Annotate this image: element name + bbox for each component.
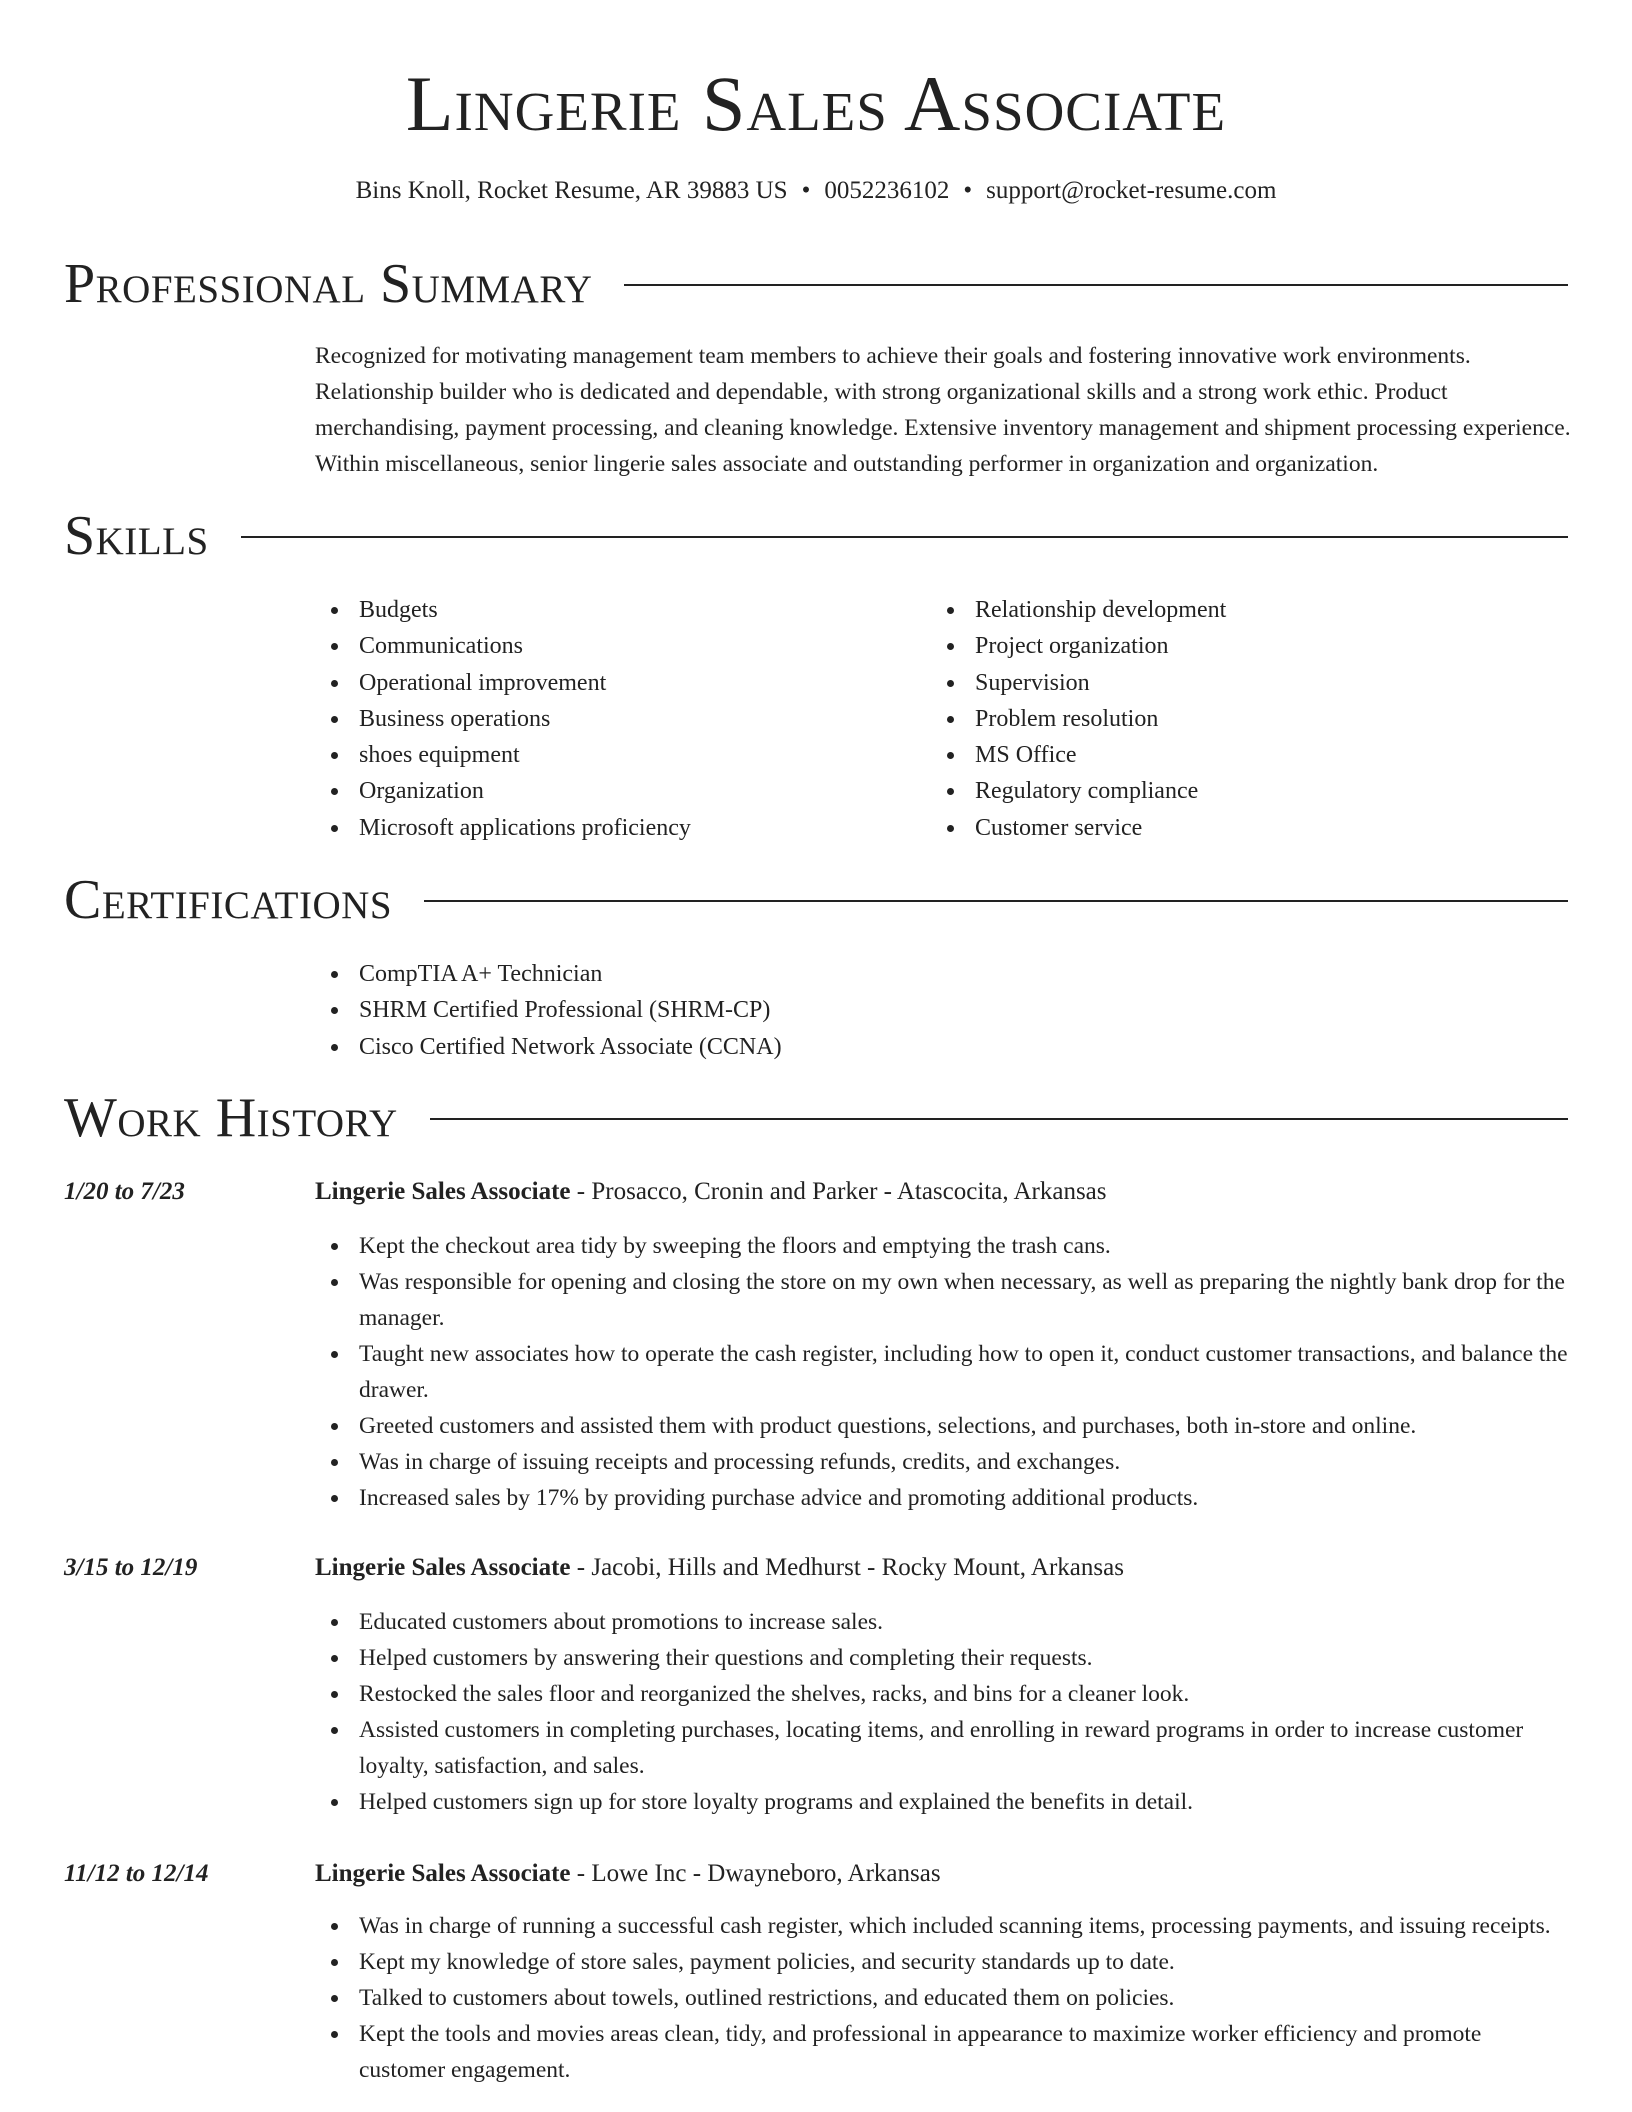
resume-title: Lingerie Sales Associate [405,60,1227,147]
contact-address: Bins Knoll, Rocket Resume, AR 39883 US [355,177,788,204]
summary-section-header [64,252,1568,316]
job-bullet: Kept the checkout area tidy by sweeping the floors and emptying the trash cans. [315,1228,1568,1264]
job-employer: - Jacobi, Hills and Medhurst - Rocky Mount, Arkansas [570,1554,1124,1581]
section-divider [624,284,1568,286]
job-bullet: Talked to customers about towels, outlined restrictions, and educated them on policies. [315,1980,1568,2016]
section-divider [430,1118,1568,1120]
job-bullet: Taught new associates how to operate the cash register, including how to open it, conduct customer transactions, and balance the drawer. [315,1336,1568,1408]
skill-item: Microsoft applications proficiency [315,810,691,846]
job-heading [315,1174,1107,1210]
certification-item: Cisco Certified Network Associate (CCNA) [315,1029,782,1065]
job-bullet: Was responsible for opening and closing the store on my own when necessary, as well as preparing the nightly bank drop for the manager. [315,1264,1568,1336]
job-heading [315,1856,941,1892]
skills-heading: Skills [64,505,209,567]
job-dates: 11/12 to 12/14 [64,1860,209,1887]
skill-item: Customer service [931,810,1226,846]
section-divider [424,900,1568,902]
job-title: Lingerie Sales Associate [315,1554,571,1581]
skill-item: MS Office [931,737,1226,773]
skill-item: Budgets [315,592,691,628]
skills-list-left [315,592,691,846]
job-bullet: Educated customers about promotions to increase sales. [315,1604,1568,1640]
job-bullet: Restocked the sales floor and reorganized the shelves, racks, and bins for a cleaner look. [315,1676,1568,1712]
certifications-list [315,956,782,1065]
skill-item: Operational improvement [315,665,691,701]
job-bullet: Was in charge of running a successful cash register, which included scanning items, processing payments, and issuing receipts. [315,1908,1568,1944]
summary-heading: Professional Summary [64,253,593,315]
job-bullet: Kept my knowledge of store sales, payment policies, and security standards up to date. [315,1944,1568,1980]
skill-item: Relationship development [931,592,1226,628]
contact-line [0,174,1632,208]
job-dates: 3/15 to 12/19 [64,1554,198,1581]
certification-item: CompTIA A+ Technician [315,956,782,992]
skill-item: Regulatory compliance [931,773,1226,809]
contact-phone: 0052236102 [824,177,950,204]
job-bullet: Helped customers sign up for store loyalty programs and explained the benefits in detail. [315,1784,1568,1820]
skill-item: Problem resolution [931,701,1226,737]
certification-item: SHRM Certified Professional (SHRM-CP) [315,992,782,1028]
job-employer: - Prosacco, Cronin and Parker - Atascocita, Arkansas [570,1178,1107,1205]
skill-item: shoes equipment [315,737,691,773]
section-divider [241,536,1568,538]
contact-separator: • [801,177,811,204]
skills-list-right [931,592,1226,846]
skill-item: Communications [315,628,691,664]
job-bullets [315,1228,1568,1516]
skills-section-header [64,504,1568,568]
job-bullets [315,1908,1568,2088]
job-bullet: Kept the tools and movies areas clean, tidy, and professional in appearance to maximize worker efficiency and promote customer engagement. [315,2016,1568,2088]
job-dates: 1/20 to 7/23 [64,1178,185,1205]
job-bullets [315,1604,1568,1820]
contact-email: support@rocket-resume.com [986,177,1277,204]
certifications-heading: Certifications [64,869,393,931]
job-bullet: Helped customers by answering their questions and completing their requests. [315,1640,1568,1676]
skill-item: Project organization [931,628,1226,664]
contact-separator: • [963,177,973,204]
job-bullet: Increased sales by 17% by providing purchase advice and promoting additional products. [315,1480,1568,1516]
job-title: Lingerie Sales Associate [315,1860,571,1887]
job-title: Lingerie Sales Associate [315,1178,571,1205]
skill-item: Business operations [315,701,691,737]
certifications-section-header [64,868,1568,932]
work-history-heading: Work History [64,1087,398,1149]
work-history-section-header [64,1086,1568,1150]
job-heading [315,1550,1124,1586]
job-bullet: Greeted customers and assisted them with product questions, selections, and purchases, both in-store and online. [315,1408,1568,1444]
skill-item: Organization [315,773,691,809]
job-bullet: Assisted customers in completing purchases, locating items, and enrolling in reward programs in order to increase customer loyalty, satisfaction, and sales. [315,1712,1568,1784]
job-bullet: Was in charge of issuing receipts and processing refunds, credits, and exchanges. [315,1444,1568,1480]
skill-item: Supervision [931,665,1226,701]
job-employer: - Lowe Inc - Dwayneboro, Arkansas [570,1860,941,1887]
summary-text: Recognized for motivating management team members to achieve their goals and fostering innovative work environments. Relationship builder who is dedicated and dependable, with strong organizational skills and a strong work ethic. Product merchandising, payment processing, and cleaning knowledge. Extensive inventory management and shipment processing experience. Within miscellaneous, senior lingerie sales associate and outstanding performer in organization and organization. [315,343,1571,477]
